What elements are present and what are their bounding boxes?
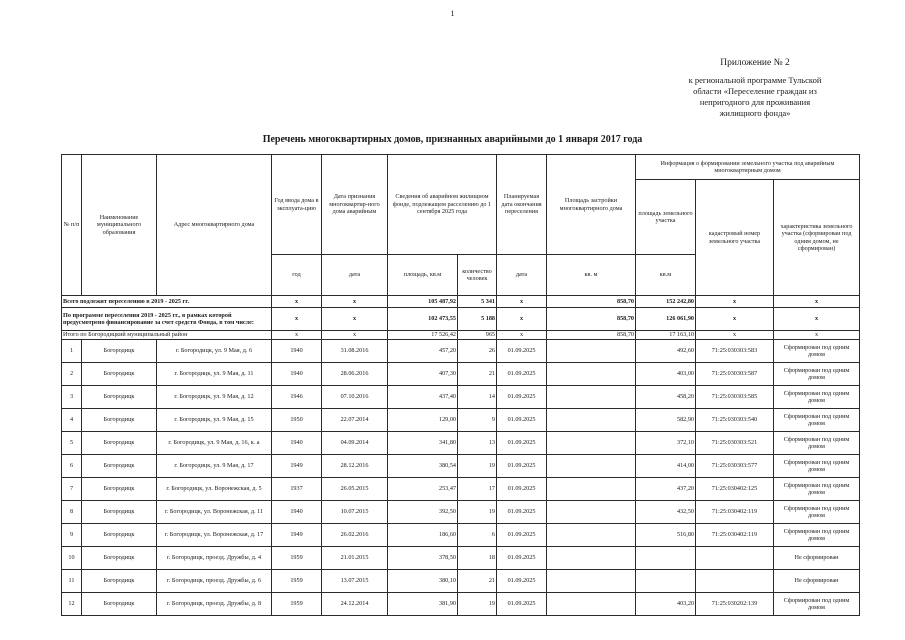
row-cadastral: 71:25:030303:587: [696, 363, 774, 386]
row-address: г. Богородицк, ул. 9 Мая, д. 15: [157, 409, 272, 432]
row-characteristic: Сформирован под одним домом: [774, 593, 860, 616]
header-year-commissioning: Год ввода дома в эксплуата-цию: [272, 155, 322, 255]
appendix-title: Приложение № 2: [720, 58, 790, 68]
row-municipality: Богородицк: [82, 340, 157, 363]
row-people: 21: [458, 363, 497, 386]
row-number: 4: [62, 409, 82, 432]
row-number: 12: [62, 593, 82, 616]
row-end-date: 01.09.2025: [497, 340, 547, 363]
row-land-area: 372,10: [636, 432, 696, 455]
summary-built-area: 858,70: [547, 308, 636, 331]
row-emergency-date: 28.12.2016: [322, 455, 388, 478]
row-end-date: 01.09.2025: [497, 363, 547, 386]
row-land-area: 403,20: [636, 593, 696, 616]
row-end-date: 01.09.2025: [497, 593, 547, 616]
summary-characteristic: х: [774, 296, 860, 308]
row-number: 8: [62, 501, 82, 524]
row-cadastral: 71:25:030303:583: [696, 340, 774, 363]
table-row: [62, 409, 860, 432]
table-row: [62, 524, 860, 547]
row-characteristic: Сформирован под одним домом: [774, 432, 860, 455]
row-land-area: 516,80: [636, 524, 696, 547]
housing-registry-table: [61, 154, 860, 616]
row-people: 19: [458, 455, 497, 478]
row-built-area: [547, 363, 636, 386]
row-emergency-date: 13.07.2015: [322, 570, 388, 593]
row-address: г. Богородицк, ул. 9 Мая, д. 6: [157, 340, 272, 363]
table-row: [62, 386, 860, 409]
unit-year: год: [272, 255, 322, 296]
row-emergency-date: 24.12.2014: [322, 593, 388, 616]
summary-date: х: [322, 308, 388, 331]
row-people: 21: [458, 570, 497, 593]
row-land-area: 582,90: [636, 409, 696, 432]
summary-end-date: х: [497, 331, 547, 340]
row-built-area: [547, 501, 636, 524]
row-characteristic: Не сформирован: [774, 547, 860, 570]
row-cadastral: 71:25:030402:119: [696, 501, 774, 524]
table-row: [62, 432, 860, 455]
page-number: 1: [450, 9, 455, 18]
summary-end-date: х: [497, 296, 547, 308]
row-end-date: 01.09.2025: [497, 524, 547, 547]
table-row: [62, 501, 860, 524]
table-row: [62, 340, 860, 363]
row-land-area: [636, 570, 696, 593]
row-number: 2: [62, 363, 82, 386]
row-municipality: Богородицк: [82, 570, 157, 593]
row-emergency-date: 31.08.2016: [322, 340, 388, 363]
row-municipality: Богородицк: [82, 386, 157, 409]
unit-date-end: дата: [497, 255, 547, 296]
unit-residents: количество человек: [458, 255, 497, 296]
row-year: 1959: [272, 570, 322, 593]
summary-end-date: х: [497, 308, 547, 331]
row-number: 6: [62, 455, 82, 478]
row-built-area: [547, 409, 636, 432]
summary-land-area: 126 061,90: [636, 308, 696, 331]
row-built-area: [547, 524, 636, 547]
row-characteristic: Сформирован под одним домом: [774, 363, 860, 386]
appendix-line: к региональной программе Тульской: [688, 75, 822, 85]
header-resettlement-info: Сведения об аварийном жилищном фонде, подлежащем расселению до 1 сентября 2025 года: [388, 155, 497, 255]
table-row: [62, 363, 860, 386]
row-municipality: Богородицк: [82, 524, 157, 547]
header-land-info: Информация о формировании земельного участка под аварийным многоквартирным домом: [636, 155, 860, 180]
unit-date: дата: [322, 255, 388, 296]
header-address: Адрес многоквартирного дома: [157, 155, 272, 296]
row-people: 18: [458, 547, 497, 570]
row-characteristic: Сформирован под одним домом: [774, 340, 860, 363]
row-municipality: Богородицк: [82, 409, 157, 432]
row-year: 1940: [272, 340, 322, 363]
summary-people: 5 188: [458, 308, 497, 331]
row-municipality: Богородицк: [82, 478, 157, 501]
table-row: [62, 547, 860, 570]
row-built-area: [547, 547, 636, 570]
row-year: 1937: [272, 478, 322, 501]
row-emergency-date: 26.05.2015: [322, 478, 388, 501]
row-emergency-date: 10.07.2015: [322, 501, 388, 524]
unit-built-area: кв. м: [547, 255, 636, 296]
row-area: 392,50: [388, 501, 458, 524]
row-year: 1959: [272, 593, 322, 616]
row-characteristic: Сформирован под одним домом: [774, 501, 860, 524]
summary-characteristic: х: [774, 308, 860, 331]
row-people: 17: [458, 478, 497, 501]
summary-year: х: [272, 331, 322, 340]
row-characteristic: Сформирован под одним домом: [774, 455, 860, 478]
row-emergency-date: 28.06.2016: [322, 363, 388, 386]
row-cadastral: 71:25:030202:139: [696, 593, 774, 616]
row-land-area: 403,00: [636, 363, 696, 386]
summary-date: х: [322, 331, 388, 340]
table-row: [62, 478, 860, 501]
row-area: 380,10: [388, 570, 458, 593]
row-emergency-date: 21.01.2015: [322, 547, 388, 570]
row-cadastral: [696, 547, 774, 570]
row-municipality: Богородицк: [82, 593, 157, 616]
row-end-date: 01.09.2025: [497, 501, 547, 524]
row-area: 129,00: [388, 409, 458, 432]
row-people: 19: [458, 501, 497, 524]
row-cadastral: 71:25:030402:125: [696, 478, 774, 501]
row-area: 457,20: [388, 340, 458, 363]
row-municipality: Богородицк: [82, 363, 157, 386]
row-year: 1940: [272, 501, 322, 524]
row-address: г. Богородицк, проезд. Дружбы, д. 6: [157, 570, 272, 593]
row-cadastral: 71:25:030402:119: [696, 524, 774, 547]
summary-built-area: 858,70: [547, 331, 636, 340]
summary-people: 965: [458, 331, 497, 340]
row-land-area: 458,20: [636, 386, 696, 409]
header-municipality: Наименование муниципального образования: [82, 155, 157, 296]
row-year: 1949: [272, 455, 322, 478]
row-land-area: 437,20: [636, 478, 696, 501]
row-year: 1950: [272, 409, 322, 432]
row-area: 380,54: [388, 455, 458, 478]
row-address: г. Богородицк, ул. Воронежская, д. 5: [157, 478, 272, 501]
row-year: 1949: [272, 524, 322, 547]
row-built-area: [547, 340, 636, 363]
row-year: 1940: [272, 363, 322, 386]
table-row: [62, 455, 860, 478]
row-number: 10: [62, 547, 82, 570]
row-end-date: 01.09.2025: [497, 432, 547, 455]
row-area: 253,47: [388, 478, 458, 501]
row-number: 1: [62, 340, 82, 363]
summary-row: [62, 296, 860, 308]
row-characteristic: Сформирован под одним домом: [774, 478, 860, 501]
header-cadastral: кадастровый номер земельного участка: [696, 180, 774, 296]
header-land-area: площадь земельного участка: [636, 180, 696, 255]
row-characteristic: Сформирован под одним домом: [774, 386, 860, 409]
row-people: 9: [458, 409, 497, 432]
row-people: 19: [458, 593, 497, 616]
appendix-line: области «Переселение граждан из: [693, 86, 817, 96]
row-address: г. Богородицк, проезд. Дружбы, д. 4: [157, 547, 272, 570]
summary-year: х: [272, 308, 322, 331]
row-address: г. Богородицк, ул. 9 Мая, д. 17: [157, 455, 272, 478]
row-address: г. Богородицк, ул. Воронежская, д. 11: [157, 501, 272, 524]
summary-people: 5 341: [458, 296, 497, 308]
summary-land-area: 152 242,80: [636, 296, 696, 308]
summary-cadastral: х: [696, 331, 774, 340]
appendix-line: жилищного фонда»: [719, 108, 791, 118]
row-municipality: Богородицк: [82, 432, 157, 455]
row-area: 341,80: [388, 432, 458, 455]
row-emergency-date: 07.10.2016: [322, 386, 388, 409]
summary-built-area: 858,70: [547, 296, 636, 308]
row-end-date: 01.09.2025: [497, 409, 547, 432]
row-built-area: [547, 432, 636, 455]
row-people: 14: [458, 386, 497, 409]
row-address: г. Богородицк, ул. Воронежская, д. 17: [157, 524, 272, 547]
summary-label: Всего подлежит переселению в 2019 - 2025 гг.: [62, 296, 272, 308]
row-cadastral: 71:25:030303:540: [696, 409, 774, 432]
row-year: 1946: [272, 386, 322, 409]
document-title: Перечень многоквартирных домов, признанных аварийными до 1 января 2017 года: [262, 134, 643, 145]
row-number: 3: [62, 386, 82, 409]
row-end-date: 01.09.2025: [497, 547, 547, 570]
table-row: [62, 570, 860, 593]
summary-characteristic: х: [774, 331, 860, 340]
row-cadastral: [696, 570, 774, 593]
appendix-line: непригодного для проживания: [699, 97, 811, 107]
row-built-area: [547, 386, 636, 409]
summary-label: По программе переселения 2019 - 2025 гг., в рамках которой предусмотрено финансирование за счет средств Фонда, в том числе:: [62, 308, 272, 331]
summary-label: Итого по Богородицкий муниципальный район: [62, 331, 272, 340]
row-people: 13: [458, 432, 497, 455]
row-address: г. Богородицк, ул. 9 Мая, д. 16, к. а: [157, 432, 272, 455]
row-end-date: 01.09.2025: [497, 478, 547, 501]
summary-area: 102 473,55: [388, 308, 458, 331]
summary-cadastral: х: [696, 296, 774, 308]
row-emergency-date: 26.02.2016: [322, 524, 388, 547]
row-emergency-date: 22.07.2014: [322, 409, 388, 432]
row-characteristic: Не сформирован: [774, 570, 860, 593]
unit-area: площадь, кв.м: [388, 255, 458, 296]
row-address: г. Богородицк, ул. 9 Мая, д. 11: [157, 363, 272, 386]
row-address: г. Богородицк, ул. 9 Мая, д. 12: [157, 386, 272, 409]
summary-row: [62, 308, 860, 331]
row-built-area: [547, 570, 636, 593]
header-building-area: Площадь застройки многоквартирного дома: [547, 155, 636, 255]
row-municipality: Богородицк: [82, 455, 157, 478]
row-year: 1940: [272, 432, 322, 455]
row-cadastral: 71:25:030303:577: [696, 455, 774, 478]
row-municipality: Богородицк: [82, 547, 157, 570]
row-area: 186,60: [388, 524, 458, 547]
summary-row: [62, 331, 860, 340]
row-emergency-date: 04.09.2014: [322, 432, 388, 455]
summary-year: х: [272, 296, 322, 308]
unit-land-area: кв.м: [636, 255, 696, 296]
row-area: 437,40: [388, 386, 458, 409]
appendix-block: [670, 58, 840, 119]
row-land-area: 414,00: [636, 455, 696, 478]
row-cadastral: 71:25:030303:585: [696, 386, 774, 409]
row-people: 26: [458, 340, 497, 363]
row-area: 407,30: [388, 363, 458, 386]
row-people: 6: [458, 524, 497, 547]
header-date-emergency: Дата признания многоквартир-ного дома аварийным: [322, 155, 388, 255]
row-cadastral: 71:25:030303:521: [696, 432, 774, 455]
row-built-area: [547, 478, 636, 501]
row-built-area: [547, 593, 636, 616]
summary-area: 17 526,42: [388, 331, 458, 340]
summary-cadastral: х: [696, 308, 774, 331]
row-area: 381,90: [388, 593, 458, 616]
row-characteristic: Сформирован под одним домом: [774, 524, 860, 547]
summary-area: 105 487,92: [388, 296, 458, 308]
header-planned-end: Планируемая дата окончания переселения: [497, 155, 547, 255]
row-number: 11: [62, 570, 82, 593]
row-characteristic: Сформирован под одним домом: [774, 409, 860, 432]
row-land-area: 492,60: [636, 340, 696, 363]
row-number: 9: [62, 524, 82, 547]
summary-date: х: [322, 296, 388, 308]
header-num: № п/п: [62, 155, 82, 296]
row-area: 378,50: [388, 547, 458, 570]
table-row: [62, 593, 860, 616]
row-number: 7: [62, 478, 82, 501]
row-land-area: [636, 547, 696, 570]
header-land-characteristic: характеристика земельного участка (сформирован под одним домом, не сформирован): [774, 180, 860, 296]
row-end-date: 01.09.2025: [497, 386, 547, 409]
row-built-area: [547, 455, 636, 478]
summary-land-area: 17 163,10: [636, 331, 696, 340]
row-land-area: 432,50: [636, 501, 696, 524]
row-year: 1959: [272, 547, 322, 570]
row-end-date: 01.09.2025: [497, 455, 547, 478]
row-end-date: 01.09.2025: [497, 570, 547, 593]
row-number: 5: [62, 432, 82, 455]
row-address: г. Богородицк, проезд. Дружбы, д. 8: [157, 593, 272, 616]
row-municipality: Богородицк: [82, 501, 157, 524]
